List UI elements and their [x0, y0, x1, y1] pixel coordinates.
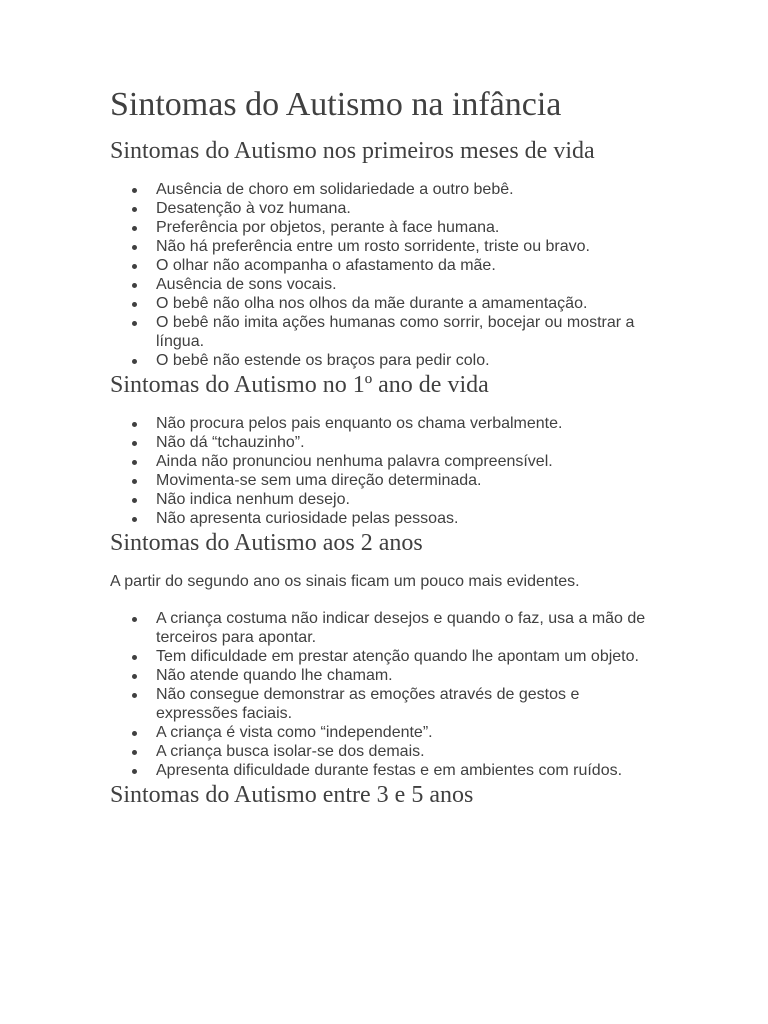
list-item [110, 647, 650, 666]
bullet-icon [132, 731, 137, 736]
list-item-text: O olhar não acompanha o afastamento da mãe. [156, 257, 496, 274]
list-item [110, 237, 650, 256]
list-item-text: Ausência de sons vocais. [156, 276, 337, 293]
list-item [110, 685, 650, 723]
list-item-text: Ausência de choro em solidariedade a outro bebê. [156, 181, 514, 198]
bullet-icon [132, 498, 137, 503]
section-heading-first-year: Sintomas do Autismo no 1º ano de vida [110, 372, 489, 398]
list-item-text: A criança é vista como “independente”. [156, 724, 433, 741]
list-item-text: Preferência por objetos, perante à face humana. [156, 219, 500, 236]
list-item [110, 433, 650, 452]
list-item [110, 723, 650, 742]
document-title: Sintomas do Autismo na infância [110, 86, 562, 123]
list-item [110, 452, 650, 471]
bullet-icon [132, 479, 137, 484]
list-item [110, 275, 650, 294]
list-item-text: Não procura pelos pais enquanto os chama verbalmente. [156, 415, 563, 432]
bullet-icon [132, 207, 137, 212]
list-item [110, 471, 650, 490]
bullet-icon [132, 283, 137, 288]
list-item-text: Não atende quando lhe chamam. [156, 667, 393, 684]
list-item [110, 218, 650, 237]
list-item-text: Não apresenta curiosidade pelas pessoas. [156, 510, 459, 527]
list-item-text: O bebê não imita ações humanas como sorrir, bocejar ou mostrar a língua. [156, 314, 635, 350]
bullet-icon [132, 321, 137, 326]
bullet-icon [132, 517, 137, 522]
list-item-text: Desatenção à voz humana. [156, 200, 351, 217]
symptom-list-first-months [110, 180, 650, 370]
document-page [110, 84, 650, 824]
list-item [110, 256, 650, 275]
list-item-text: O bebê não estende os braços para pedir colo. [156, 352, 490, 369]
list-item-text: Não há preferência entre um rosto sorridente, triste ou bravo. [156, 238, 590, 255]
list-item-text: Não consegue demonstrar as emoções através de gestos e expressões faciais. [156, 686, 580, 722]
list-item [110, 313, 650, 351]
list-item [110, 351, 650, 370]
bullet-icon [132, 302, 137, 307]
list-item-text: Movimenta-se sem uma direção determinada. [156, 472, 482, 489]
bullet-icon [132, 441, 137, 446]
list-item-text: Tem dificuldade em prestar atenção quando lhe apontam um objeto. [156, 648, 639, 665]
section-heading-first-months: Sintomas do Autismo nos primeiros meses de vida [110, 138, 595, 164]
symptom-list-two-years [110, 609, 650, 780]
list-item-text: Não indica nenhum desejo. [156, 491, 350, 508]
list-item [110, 199, 650, 218]
section-heading-two-years: Sintomas do Autismo aos 2 anos [110, 530, 423, 556]
bullet-icon [132, 264, 137, 269]
list-item-text: O bebê não olha nos olhos da mãe durante a amamentação. [156, 295, 588, 312]
bullet-icon [132, 460, 137, 465]
list-item-text: Ainda não pronunciou nenhuma palavra compreensível. [156, 453, 553, 470]
bullet-icon [132, 359, 137, 364]
bullet-icon [132, 188, 137, 193]
bullet-icon [132, 693, 137, 698]
bullet-icon [132, 245, 137, 250]
bullet-icon [132, 674, 137, 679]
list-item [110, 742, 650, 761]
list-item [110, 294, 650, 313]
list-item [110, 180, 650, 199]
bullet-icon [132, 617, 137, 622]
list-item [110, 509, 650, 528]
list-item [110, 414, 650, 433]
symptom-list-first-year [110, 414, 650, 528]
bullet-icon [132, 750, 137, 755]
list-item [110, 666, 650, 685]
list-item-text: A criança costuma não indicar desejos e quando o faz, usa a mão de terceiros para apontar. [156, 610, 646, 646]
list-item [110, 490, 650, 509]
section-intro-paragraph: A partir do segundo ano os sinais ficam um pouco mais evidentes. [110, 573, 580, 590]
list-item-text: Não dá “tchauzinho”. [156, 434, 305, 451]
list-item-text: A criança busca isolar-se dos demais. [156, 743, 425, 760]
bullet-icon [132, 769, 137, 774]
bullet-icon [132, 655, 137, 660]
list-item-text: Apresenta dificuldade durante festas e em ambientes com ruídos. [156, 762, 623, 779]
list-item [110, 761, 650, 780]
bullet-icon [132, 422, 137, 427]
section-heading-three-to-five-years: Sintomas do Autismo entre 3 e 5 anos [110, 782, 474, 808]
list-item [110, 609, 650, 647]
bullet-icon [132, 226, 137, 231]
